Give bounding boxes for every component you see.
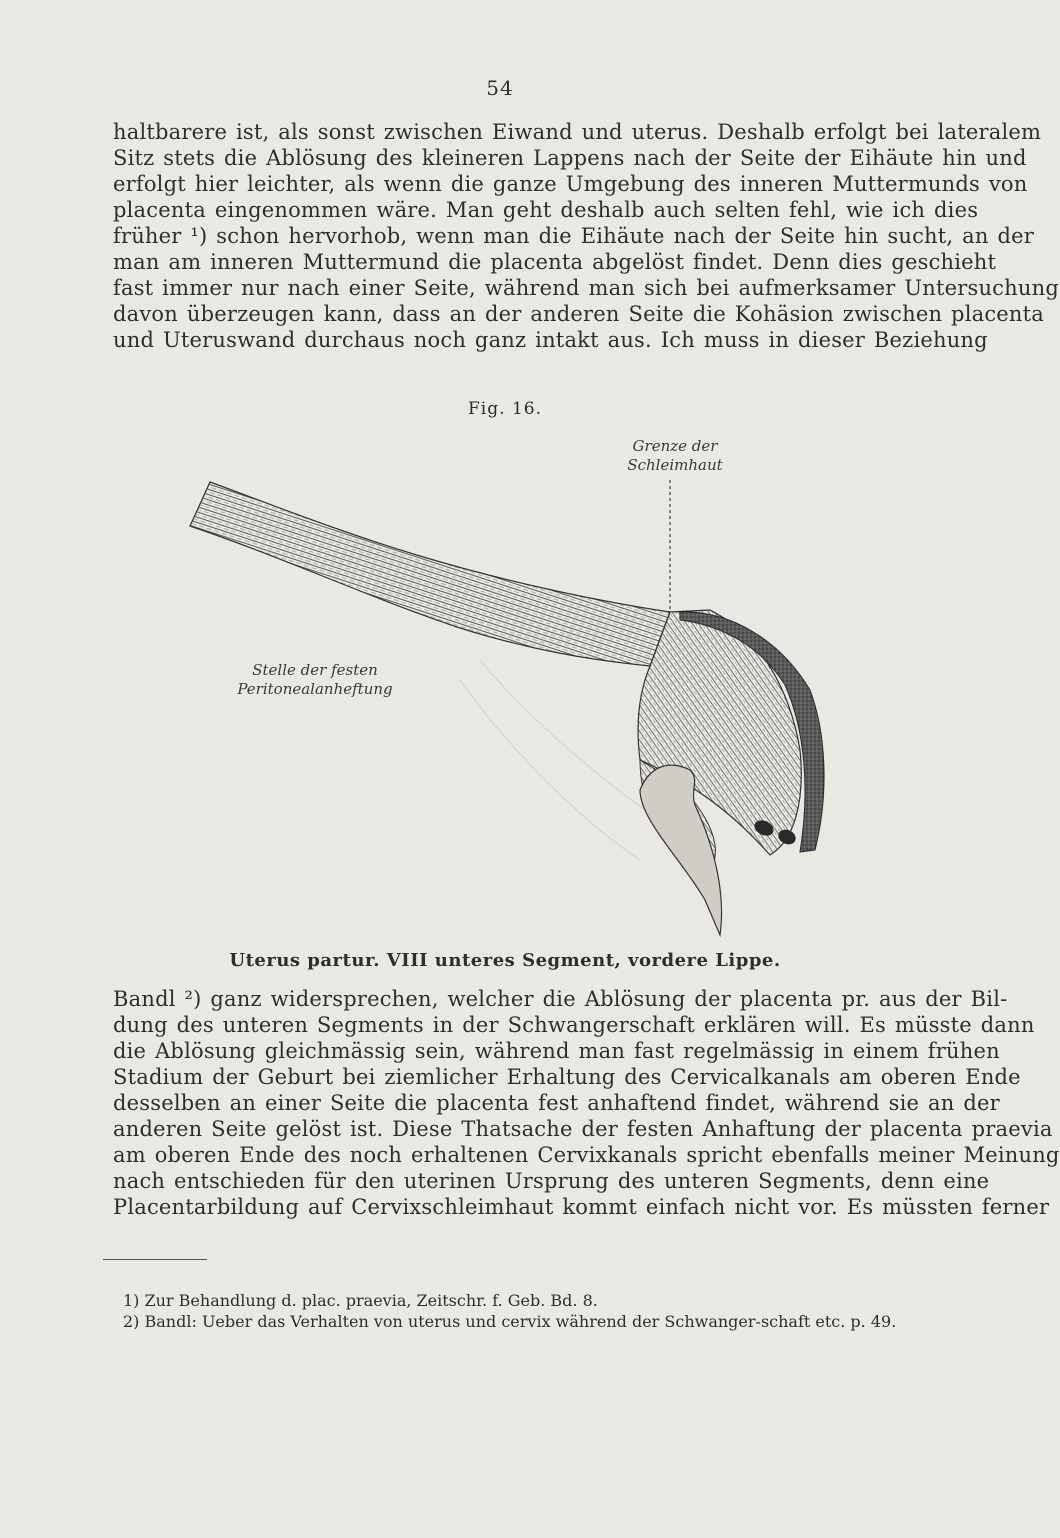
text-line: Sitz stets die Ablösung des kleineren Lappens nach der Seite der Eihäute hin und [113, 146, 1027, 170]
text-line: am oberen Ende des noch erhaltenen Cervixkanals spricht ebenfalls meiner Meinung [113, 1143, 1060, 1167]
body-paragraph-1 [113, 119, 1059, 353]
body-paragraph-2 [113, 986, 1060, 1220]
text-line: man am inneren Muttermund die placenta abgelöst findet. Denn dies geschieht [113, 250, 997, 274]
text-line: haltbarere ist, als sonst zwischen Eiwand und uterus. Deshalb erfolgt bei lateralem [113, 120, 1042, 144]
figure-caption: Uterus partur. VIII unteres Segment, vordere Lippe. [229, 950, 781, 971]
text-line: davon überzeugen kann, dass an der anderen Seite die Kohäsion zwischen placenta [113, 302, 1044, 326]
figure-label: Fig. 16. [468, 399, 542, 419]
footnote-2: 2) Bandl: Ueber das Verhalten von uterus und cervix während der Schwanger-schaft etc. p. 49. [123, 1312, 897, 1331]
text-line: placenta eingenommen wäre. Man geht deshalb auch selten fehl, wie ich dies [113, 198, 979, 222]
page-number: 54 [486, 76, 514, 100]
text-line: erfolgt hier leichter, als wenn die ganze Umgebung des inneren Muttermunds von [113, 172, 1028, 196]
text-line: und Uteruswand durchaus noch ganz intakt aus. Ich muss in dieser Beziehung [113, 328, 988, 352]
annotation-line: Schleimhaut [627, 456, 723, 474]
footnote-divider [103, 1259, 207, 1260]
anatomical-illustration [170, 460, 850, 950]
text-line: nach entschieden für den uterinen Ursprung des unteren Segments, denn eine [113, 1169, 990, 1193]
text-line: dung des unteren Segments in der Schwangerschaft erklären will. Es müsste dann [113, 1013, 1035, 1037]
annotation-peritoneal-attachment [220, 661, 410, 699]
text-line: die Ablösung gleichmässig sein, während man fast regelmässig in einem frühen [113, 1039, 1000, 1063]
annotation-line: Grenze der [632, 437, 718, 455]
annotation-line: Stelle der festen [252, 661, 378, 679]
footnote-1: 1) Zur Behandlung d. plac. praevia, Zeitschr. f. Geb. Bd. 8. [123, 1291, 598, 1310]
text-line: Stadium der Geburt bei ziemlicher Erhaltung des Cervicalkanals am oberen Ende [113, 1065, 1021, 1089]
text-line: Bandl ²) ganz widersprechen, welcher die Ablösung der placenta pr. aus der Bil- [113, 987, 1008, 1011]
text-line: anderen Seite gelöst ist. Diese Thatsache der festen Anhaftung der placenta praevia [113, 1117, 1053, 1141]
text-line: desselben an einer Seite die placenta fest anhaftend findet, während sie an der [113, 1091, 1000, 1115]
text-line: fast immer nur nach einer Seite, während man sich bei aufmerksamer Untersuchung [113, 276, 1059, 300]
annotation-line: Peritonealanheftung [237, 680, 393, 698]
text-line: früher ¹) schon hervorhob, wenn man die Eihäute nach der Seite hin sucht, an der [113, 224, 1034, 248]
text-line: Placentarbildung auf Cervixschleimhaut kommt einfach nicht vor. Es müssten ferner [113, 1195, 1050, 1219]
